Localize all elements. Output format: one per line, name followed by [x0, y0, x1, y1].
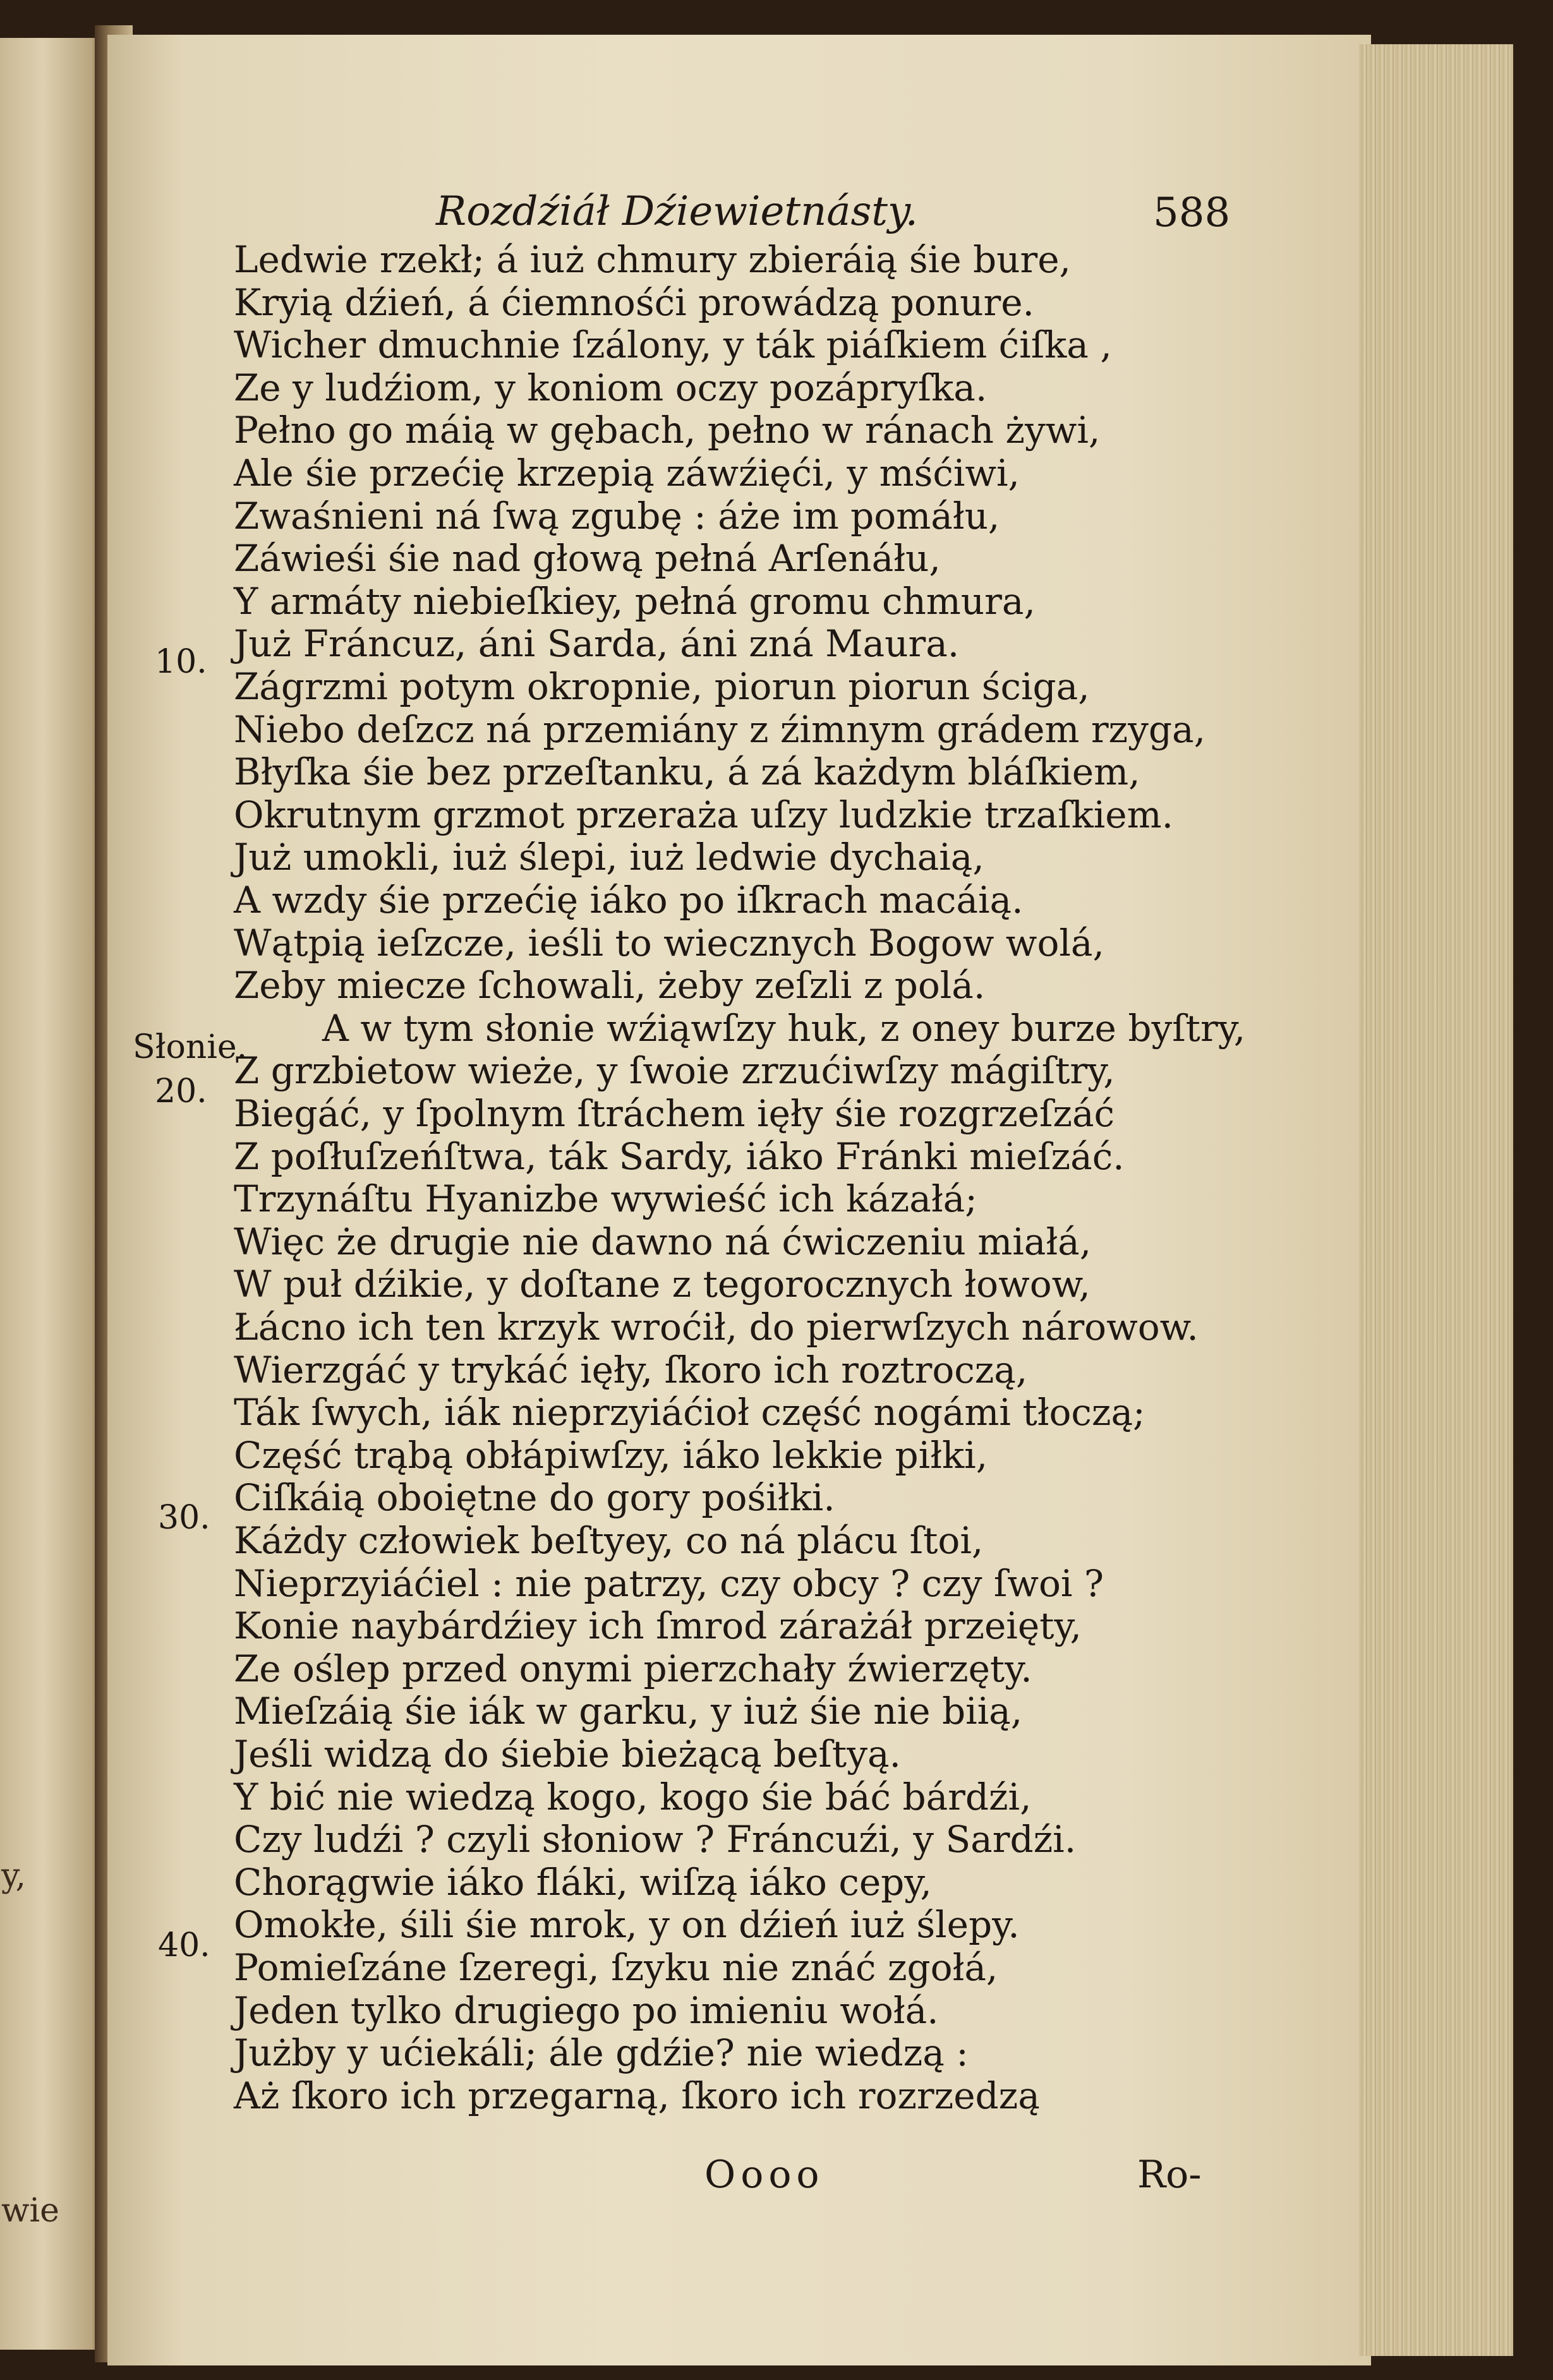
- verse-line: Już Fráncuz, áni Sarda, áni zná Maura.: [234, 622, 960, 665]
- verse-line: Ledwie rzekł; á iuż chmury zbieráią śie bure,: [234, 238, 1071, 281]
- page-number: 588: [1153, 189, 1231, 236]
- verse-line: Mieſzáią śie iák w garku, y iuż śie nie biią,: [234, 1690, 1023, 1733]
- facing-page-fragment: wie: [1, 2192, 59, 2230]
- line-number: 30.: [158, 1499, 210, 1537]
- verse-line: Jeśli widzą do śiebie bieżącą beſtyą.: [234, 1733, 901, 1776]
- verse-line: Káżdy człowiek beſtyey, co ná plácu ſtoi,: [234, 1519, 984, 1562]
- verse-line: Ale śie przećię krzepią záwźięći, y mśćiwi,: [234, 452, 1020, 495]
- verse-line: Już umokli, iuż ślepi, iuż ledwie dychaią,: [234, 836, 984, 879]
- verse-line: Trzynáſtu Hyanizbe wywieść ich kázałá;: [234, 1177, 977, 1220]
- line-number: 10.: [155, 643, 207, 681]
- facing-page-fragment: y,: [1, 1857, 26, 1895]
- verse-line: Łácno ich ten krzyk wroćił, do pierwſzych nárowow.: [234, 1306, 1199, 1349]
- verse-line: Zwaśnieni ná ſwą zgubę : áże im pomáłu,: [234, 495, 1000, 538]
- verse-line: W puł dźikie, y doſtane z tegorocznych łowow,: [234, 1263, 1091, 1306]
- page-edges: [1358, 44, 1516, 2356]
- catchword: Ro-: [1137, 2153, 1202, 2197]
- verse-line: Y bić nie wiedzą kogo, kogo śie báć bárdźi,: [234, 1776, 1032, 1818]
- verse-line: Część trąbą obłápiwſzy, iáko lekkie piłki,: [234, 1434, 988, 1477]
- verse-line: Biegáć, y ſpolnym ſtráchem ięły śie rozgrzeſzáć: [234, 1092, 1115, 1135]
- verse-line: Ze oślep przed onymi pierzchały źwierzęty.: [234, 1647, 1032, 1690]
- verse-line: Jużby y ućiekáli; ále gdźie? nie wiedzą :: [234, 2031, 969, 2074]
- verse-line: Więc że drugie nie dawno ná ćwiczeniu miałá,: [234, 1220, 1092, 1263]
- verse-line: Y armáty niebieſkiey, pełná gromu chmura,: [234, 580, 1036, 623]
- verse-line: Chorągwie iáko fláki, wiſzą iáko cepy,: [234, 1861, 932, 1904]
- verse-line: Aż ſkoro ich przegarną, ſkoro ich rozrzedzą: [234, 2074, 1040, 2117]
- verse-line: Czy ludźi ? czyli słoniow ? Fráncuźi, y Sardźi.: [234, 1818, 1077, 1861]
- verse-line: Záwieśi śie nad głową pełná Arſenáłu,: [234, 537, 941, 580]
- verse-line: Jeden tylko drugiego po imieniu wołá.: [234, 1989, 939, 2032]
- verse-line: Z grzbietow wieże, y ſwoie zrzućiwſzy mágiſtry,: [234, 1049, 1115, 1092]
- verse-line: Pomieſzáne ſzeregi, ſzyku nie znáć zgołá,: [234, 1946, 998, 1989]
- verse-line: Ták ſwych, iák nieprzyiáćioł część nogámi tłoczą;: [234, 1391, 1145, 1434]
- verse-line: Z poſłuſzeńſtwa, ták Sardy, iáko Fránki mieſzáć.: [234, 1135, 1125, 1178]
- verse-line: Pełno go máią w gębach, pełno w ránach żywi,: [234, 409, 1101, 452]
- verse-line: Niebo deſzcz ná przemiány z źimnym grádem rzyga,: [234, 708, 1206, 751]
- signature-mark: Oooo: [704, 2153, 825, 2197]
- verse-line: Błyſka śie bez przeſtanku, á zá każdym bláſkiem,: [234, 750, 1140, 793]
- verse-line: Nieprzyiáćiel : nie patrzy, czy obcy ? czy ſwoi ?: [234, 1562, 1104, 1605]
- verse-line: Wicher dmuchnie ſzálony, y ták piáſkiem ćiſka ,: [234, 323, 1112, 366]
- margin-note: Słonie.: [133, 1028, 248, 1066]
- facing-page: [0, 38, 107, 2350]
- running-title: Rozdźiáł Dźiewietnásty.: [436, 188, 918, 235]
- line-number: 40.: [158, 1926, 210, 1964]
- verse-line: Kryią dźień, á ćiemnośći prowádzą ponure.: [234, 281, 1034, 324]
- verse-line: Okrutnym grzmot przeraża uſzy ludzkie trzaſkiem.: [234, 793, 1174, 836]
- verse-line: A w tym słonie wźiąwſzy huk, z oney burze byſtry,: [322, 1007, 1246, 1050]
- verse-line: Wierzgáć y trykáć ięły, ſkoro ich roztroczą,: [234, 1349, 1028, 1391]
- verse-line: Konie naybárdźiey ich ſmrod zárażáł przeięty,: [234, 1604, 1082, 1647]
- verse-line: Ze y ludźiom, y koniom oczy pozápryſka.: [234, 366, 988, 409]
- verse-line: Zágrzmi potym okropnie, piorun piorun ściga,: [234, 665, 1090, 708]
- binding-edge: [1513, 38, 1553, 2380]
- verse-line: A wzdy śie przećię iáko po iſkrach macáią.: [234, 879, 1024, 922]
- verse-line: Omokłe, śili śie mrok, y on dźień iuż ślepy.: [234, 1903, 1020, 1946]
- verse-line: Zeby miecze ſchowali, żeby zeſzli z polá.: [234, 964, 986, 1007]
- verse-line: Wątpią ieſzcze, ieśli to wiecznych Bogow wolá,: [234, 922, 1104, 965]
- verse-line: Ciſkáią oboiętne do gory pośiłki.: [234, 1476, 835, 1519]
- line-number: 20.: [155, 1073, 207, 1110]
